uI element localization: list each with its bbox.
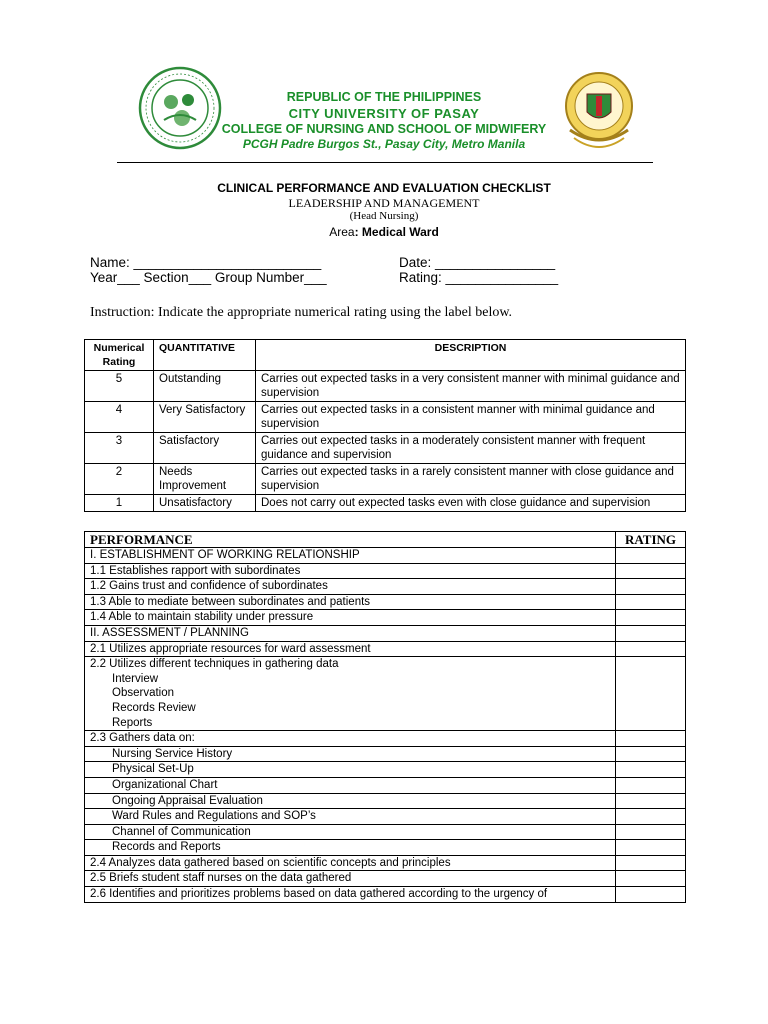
rating-cell[interactable] bbox=[616, 855, 686, 871]
performance-subrow bbox=[85, 762, 686, 778]
criterion: 2.6 Identifies and prioritizes problems based on data gathered according to the urgency of bbox=[85, 887, 616, 903]
rating-cell[interactable] bbox=[616, 731, 686, 747]
header-address: PCGH Padre Burgos St., Pasay City, Metro Manila bbox=[242, 137, 526, 151]
criterion: 1.2 Gains trust and confidence of subordinates bbox=[85, 579, 616, 595]
performance-row bbox=[85, 887, 686, 903]
performance-subrow bbox=[85, 793, 686, 809]
rating-number: 5 bbox=[85, 371, 154, 402]
header-republic: REPUBLIC OF THE PHILIPPINES bbox=[286, 90, 482, 104]
rating-row bbox=[85, 402, 686, 433]
rating-cell[interactable] bbox=[616, 594, 686, 610]
criterion: 2.2 Utilizes different techniques in gathering data bbox=[90, 658, 339, 671]
rating-quantitative: Very Satisfactory bbox=[154, 402, 256, 433]
performance-row bbox=[85, 657, 686, 731]
year-section-group-field[interactable]: Year___ Section___ Group Number___ bbox=[90, 270, 327, 285]
performance-row bbox=[85, 855, 686, 871]
performance-subrow bbox=[85, 809, 686, 825]
data-item: Physical Set-Up bbox=[112, 763, 194, 776]
criterion: 2.5 Briefs student staff nurses on the data gathered bbox=[85, 871, 616, 887]
checklist-area bbox=[0, 225, 768, 239]
performance-section-row bbox=[85, 625, 686, 641]
date-field[interactable]: Date: ________________ bbox=[399, 255, 556, 270]
data-item: Ongoing Appraisal Evaluation bbox=[112, 794, 263, 807]
rating-cell[interactable] bbox=[616, 777, 686, 793]
rating-quantitative: Satisfactory bbox=[154, 433, 256, 464]
data-item: Ward Rules and Regulations and SOP’s bbox=[112, 810, 316, 823]
performance-table bbox=[84, 531, 686, 903]
performance-row bbox=[85, 871, 686, 887]
performance-row bbox=[85, 641, 686, 657]
rating-description: Carries out expected tasks in a consistent manner with minimal guidance and supervision bbox=[256, 402, 686, 433]
rating-row bbox=[85, 495, 686, 512]
checklist-title: CLINICAL PERFORMANCE AND EVALUATION CHECKLIST bbox=[217, 181, 551, 195]
rating-cell[interactable] bbox=[616, 610, 686, 626]
instruction-text: Instruction: Indicate the appropriate numerical rating using the label below. bbox=[90, 305, 513, 320]
performance-subrow bbox=[85, 746, 686, 762]
rating-description: Carries out expected tasks in a moderately consistent manner with frequent guidance and supervision bbox=[256, 433, 686, 464]
rating-cell[interactable] bbox=[616, 871, 686, 887]
performance-subrow bbox=[85, 840, 686, 856]
data-item-cell bbox=[85, 824, 616, 840]
performance-row bbox=[85, 610, 686, 626]
data-item-cell bbox=[85, 840, 616, 856]
rating-cell[interactable] bbox=[616, 746, 686, 762]
data-item-cell bbox=[85, 793, 616, 809]
rating-row bbox=[85, 433, 686, 464]
technique-item: Interview bbox=[112, 672, 159, 685]
performance-row bbox=[85, 579, 686, 595]
rating-cell[interactable] bbox=[616, 563, 686, 579]
rating-number: 4 bbox=[85, 402, 154, 433]
data-item: Organizational Chart bbox=[112, 778, 218, 791]
rating-number: 2 bbox=[85, 464, 154, 495]
performance-row bbox=[85, 594, 686, 610]
performance-row bbox=[85, 731, 686, 747]
rating-quantitative: Outstanding bbox=[154, 371, 256, 402]
section-title: II. ASSESSMENT / PLANNING bbox=[85, 625, 616, 641]
col-quantitative: QUANTITATIVE bbox=[154, 340, 256, 371]
col-description: DESCRIPTION bbox=[256, 340, 686, 371]
criterion: 1.3 Able to mediate between subordinates and patients bbox=[85, 594, 616, 610]
data-item-cell bbox=[85, 762, 616, 778]
rating-cell[interactable] bbox=[616, 625, 686, 641]
data-item-cell bbox=[85, 777, 616, 793]
rating-cell[interactable] bbox=[616, 793, 686, 809]
rating-scale-table bbox=[84, 339, 686, 512]
rating-number: 3 bbox=[85, 433, 154, 464]
criterion: 2.3 Gathers data on: bbox=[85, 731, 616, 747]
technique-item: Records Review bbox=[112, 701, 196, 714]
rating-description: Carries out expected tasks in a rarely consistent manner with close guidance and supervision bbox=[256, 464, 686, 495]
data-item: Channel of Communication bbox=[112, 825, 251, 838]
rating-row bbox=[85, 371, 686, 402]
rating-cell[interactable] bbox=[616, 641, 686, 657]
data-item: Nursing Service History bbox=[112, 747, 233, 760]
criterion: 1.1 Establishes rapport with subordinates bbox=[85, 563, 616, 579]
rating-description: Does not carry out expected tasks even with close guidance and supervision bbox=[256, 495, 686, 512]
performance-subrow bbox=[85, 777, 686, 793]
criterion: 2.1 Utilizes appropriate resources for ward assessment bbox=[85, 641, 616, 657]
section-title: I. ESTABLISHMENT OF WORKING RELATIONSHIP bbox=[85, 548, 616, 564]
performance-header-row bbox=[85, 532, 686, 548]
rating-header: RATING bbox=[616, 532, 686, 548]
col-numerical-rating: Numerical Rating bbox=[85, 340, 154, 371]
rating-cell[interactable] bbox=[616, 762, 686, 778]
rating-header-row bbox=[85, 340, 686, 371]
header-university: CITY UNIVERSITY OF PASAY bbox=[288, 106, 480, 121]
rating-field[interactable]: Rating: _______________ bbox=[399, 270, 559, 285]
rating-cell[interactable] bbox=[616, 579, 686, 595]
rating-cell[interactable] bbox=[616, 840, 686, 856]
performance-row bbox=[85, 563, 686, 579]
rating-description: Carries out expected tasks in a very consistent manner with minimal guidance and supervision bbox=[256, 371, 686, 402]
rating-cell[interactable] bbox=[616, 809, 686, 825]
rating-cell[interactable] bbox=[616, 887, 686, 903]
area-label: Area bbox=[329, 225, 355, 239]
data-item-cell bbox=[85, 809, 616, 825]
name-field[interactable]: Name: _________________________ bbox=[90, 255, 322, 270]
technique-item: Observation bbox=[112, 687, 175, 700]
technique-item: Reports bbox=[112, 716, 153, 729]
data-item-cell bbox=[85, 746, 616, 762]
area-value: : Medical Ward bbox=[354, 225, 439, 239]
performance-section-row bbox=[85, 548, 686, 564]
rating-cell[interactable] bbox=[616, 657, 686, 731]
header-divider bbox=[117, 162, 653, 163]
checklist-subtitle: LEADERSHIP AND MANAGEMENT bbox=[288, 196, 480, 210]
performance-subrow bbox=[85, 824, 686, 840]
rating-cell[interactable] bbox=[616, 824, 686, 840]
rating-cell[interactable] bbox=[616, 548, 686, 564]
performance-header: PERFORMANCE bbox=[85, 532, 616, 548]
rating-quantitative: Needs Improvement bbox=[154, 464, 256, 495]
rating-row bbox=[85, 464, 686, 495]
criterion: 2.4 Analyzes data gathered based on scientific concepts and principles bbox=[85, 855, 616, 871]
header-college: COLLEGE OF NURSING AND SCHOOL OF MIDWIFERY bbox=[221, 122, 547, 136]
data-item: Records and Reports bbox=[112, 841, 221, 854]
rating-quantitative: Unsatisfactory bbox=[154, 495, 256, 512]
checklist-role: (Head Nursing) bbox=[349, 210, 419, 222]
criterion-with-subitems bbox=[85, 657, 616, 731]
rating-number: 1 bbox=[85, 495, 154, 512]
criterion: 1.4 Able to maintain stability under pressure bbox=[85, 610, 616, 626]
